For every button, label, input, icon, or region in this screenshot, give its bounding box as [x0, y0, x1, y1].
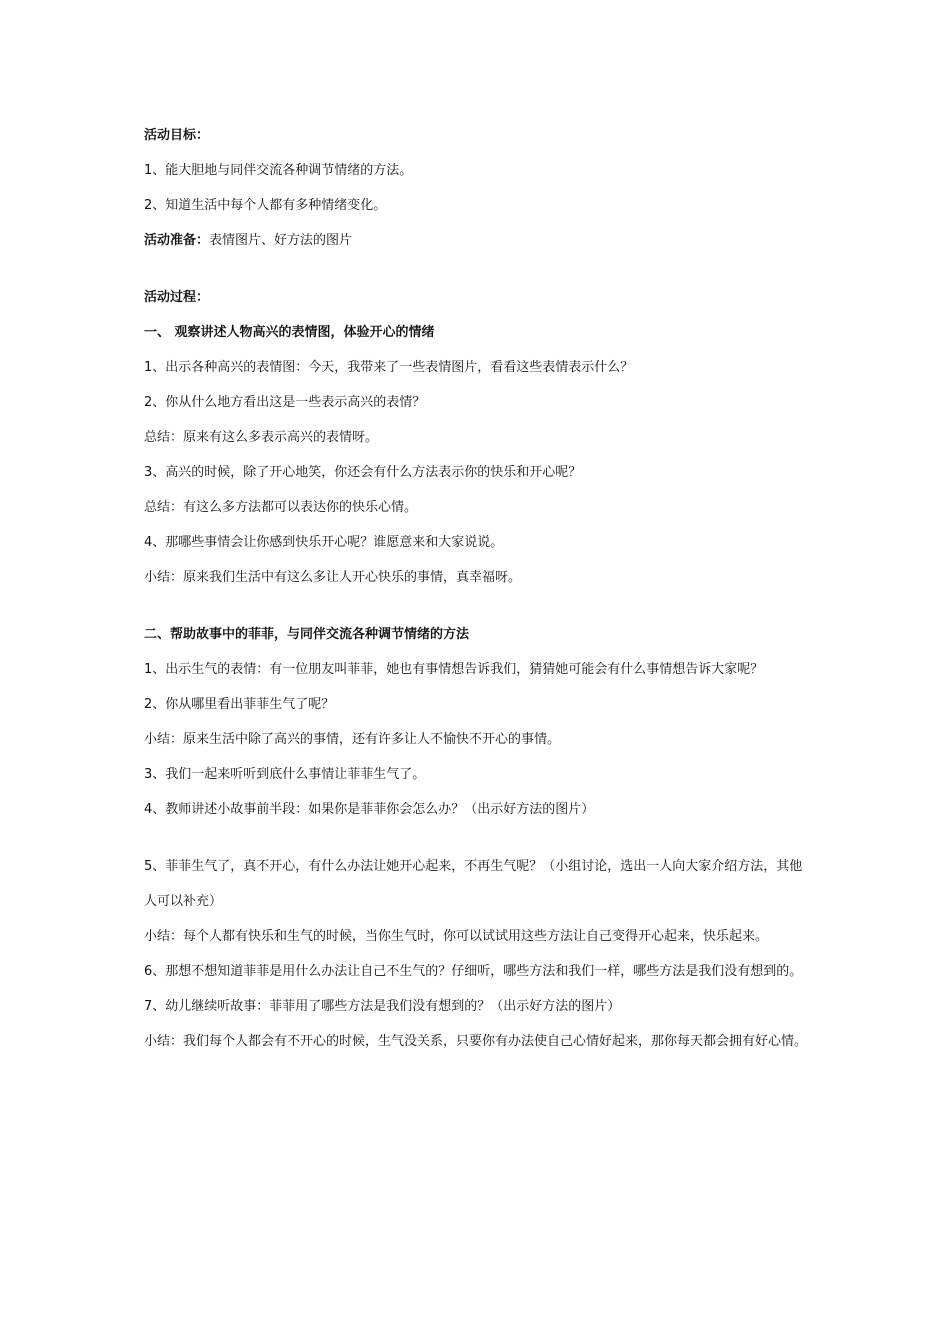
section2-line: 4、教师讲述小故事前半段：如果你是菲菲你会怎么办？（出示好方法的图片） [144, 802, 595, 817]
section1-line: 总结：有这么多方法都可以表达你的快乐心情。 [144, 500, 418, 515]
section2-line: 小结：我们每个人都会有不开心的时候，生气没关系，只要你有办法使自己心情好起来，那你每天都会拥有好心情。 [144, 1034, 808, 1049]
section2-line: 7、幼儿继续听故事：菲菲用了哪些方法是我们没有想到的？（出示好方法的图片） [144, 999, 621, 1014]
section1-line: 3、高兴的时候，除了开心地笑，你还会有什么方法表示你的快乐和开心呢？ [144, 465, 582, 480]
spacer [144, 258, 814, 280]
spacer [144, 827, 814, 849]
section2-title: 二、帮助故事中的菲菲，与同伴交流各种调节情绪的方法 [144, 627, 470, 642]
section2-line: 6、那想不想知道菲菲是用什么办法让自己不生气的？仔细听，哪些方法和我们一样，哪些方法是我们没有想到的。 [144, 964, 803, 979]
prep-line [144, 223, 814, 258]
section1-line: 4、那哪些事情会让你感到快乐开心呢？谁愿意来和大家说说。 [144, 535, 504, 550]
section1-line: 1、出示各种高兴的表情图：今天，我带来了一些表情图片，看看这些表情表示什么？ [144, 360, 634, 375]
section1-line: 2、你从什么地方看出这是一些表示高兴的表情？ [144, 395, 426, 410]
section2-line: 2、你从哪里看出菲菲生气了呢？ [144, 697, 335, 712]
document-page [144, 118, 814, 1059]
section2-line: 5、菲菲生气了，真不开心，有什么办法让她开心起来，不再生气呢？（小组讨论，选出一人向大家介绍方法，其他人可以补充） [144, 859, 803, 909]
spacer [144, 595, 814, 617]
goal-item: 2、知道生活中每个人都有多种情绪变化。 [144, 198, 387, 213]
section1-line: 小结：原来我们生活中有这么多让人开心快乐的事情，真幸福呀。 [144, 570, 522, 585]
goal-item: 1、能大胆地与同伴交流各种调节情绪的方法。 [144, 163, 413, 178]
process-heading: 活动过程： [144, 290, 210, 305]
section1-line: 总结：原来有这么多表示高兴的表情呀。 [144, 430, 379, 445]
section2-line: 3、我们一起来听听到底什么事情让菲菲生气了。 [144, 767, 426, 782]
goals-heading: 活动目标： [144, 128, 210, 143]
section1-title: 一、 观察讲述人物高兴的表情图，体验开心的情绪 [144, 325, 435, 340]
section2-line: 小结：每个人都有快乐和生气的时候，当你生气时，你可以试试用这些方法让自己变得开心起来，快乐起来。 [144, 929, 769, 944]
section2-line: 小结：原来生活中除了高兴的事情，还有许多让人不愉快不开心的事情。 [144, 732, 561, 747]
prep-label: 活动准备： [144, 233, 210, 248]
prep-text: 表情图片、好方法的图片 [209, 233, 353, 248]
section2-line: 1、出示生气的表情：有一位朋友叫菲菲，她也有事情想告诉我们，猜猜她可能会有什么事情想告诉大家呢？ [144, 662, 764, 677]
